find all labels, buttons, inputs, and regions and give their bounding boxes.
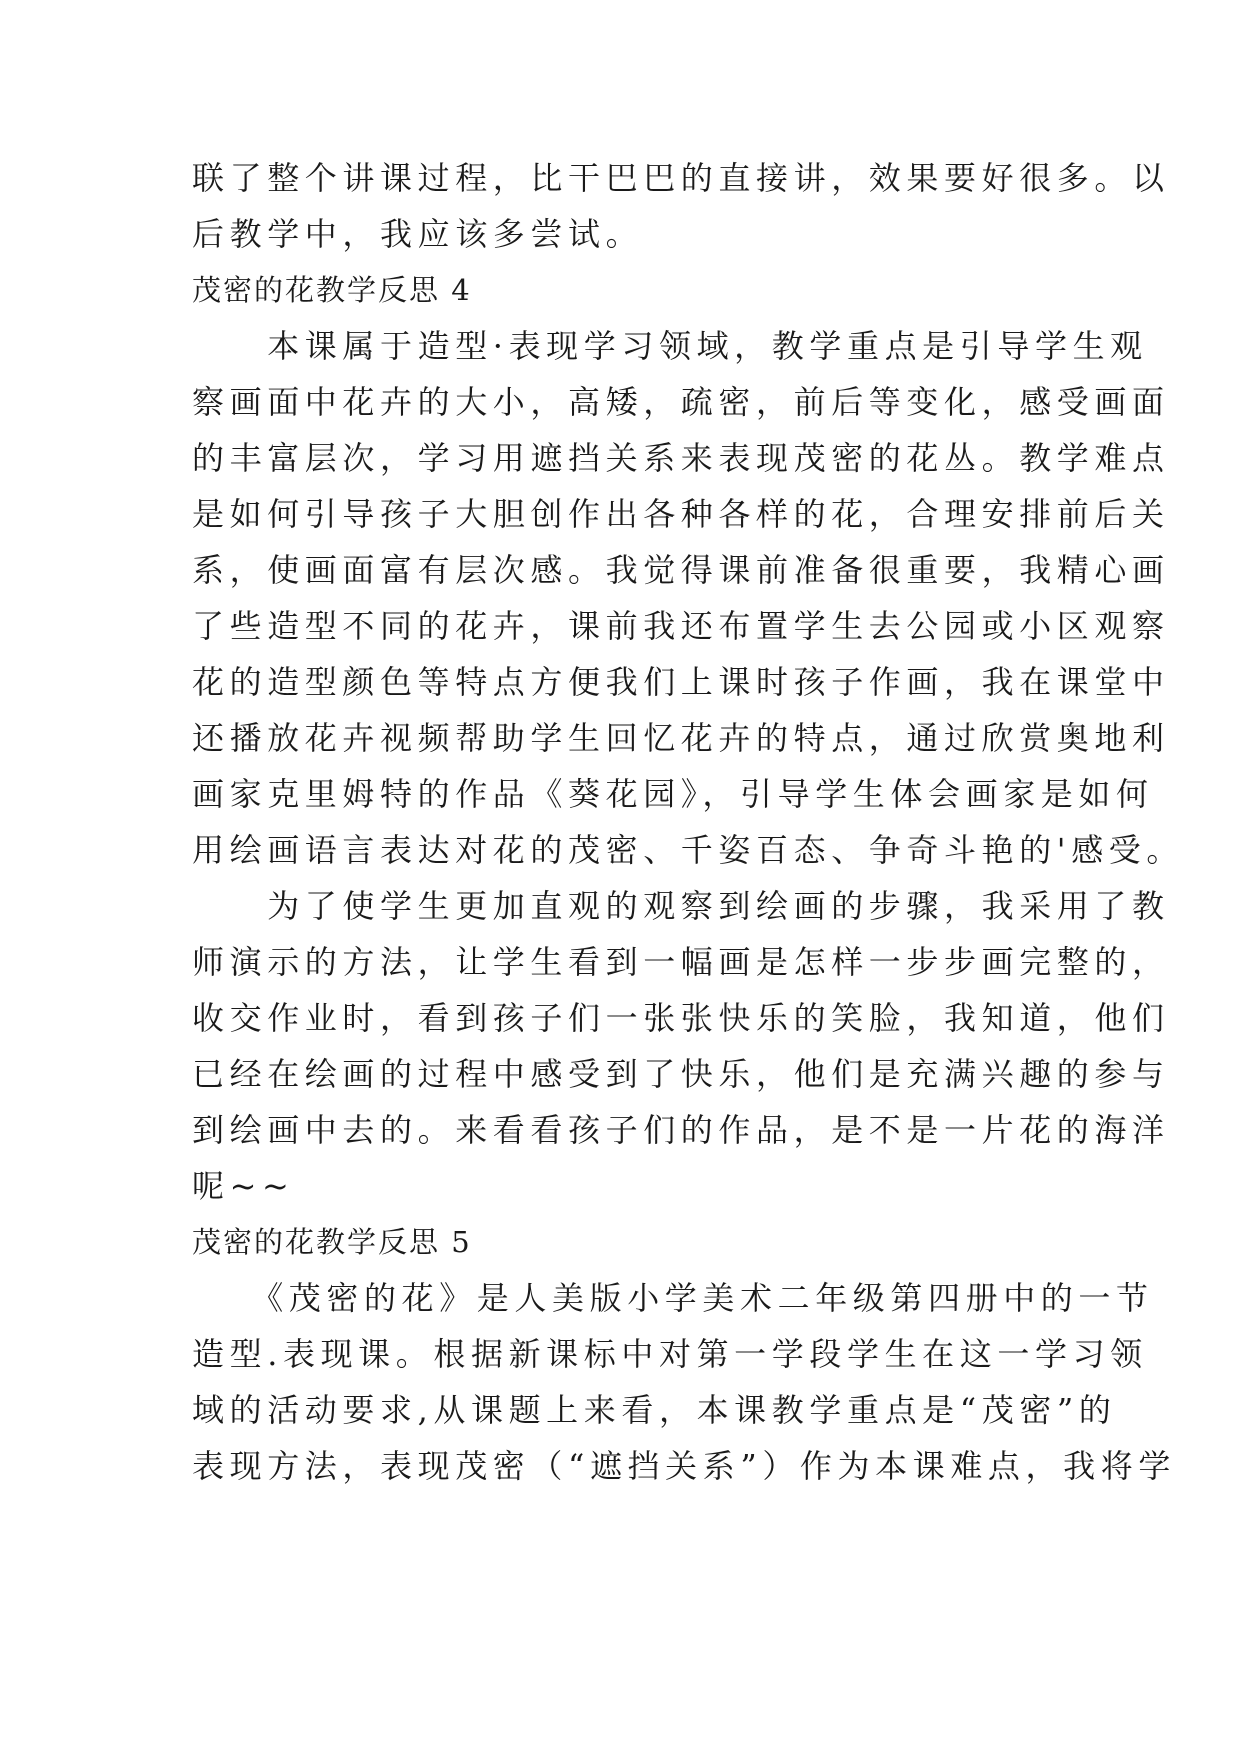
text-line: 表现方法，表现茂密（“遮挡关系”）作为本课难点，我将学 <box>192 1447 1176 1485</box>
text-line: 察画面中花卉的大小，高矮，疏密，前后等变化，感受画面 <box>192 383 1170 421</box>
section-heading: 茂密的花教学反思 5 <box>192 1225 472 1259</box>
text-line: 花的造型颜色等特点方便我们上课时孩子作画，我在课堂中 <box>192 663 1170 701</box>
text-line: 用绘画语言表达对花的茂密、千姿百态、争奇斗艳的'感受。 <box>192 831 1184 869</box>
text-line: 收交作业时，看到孩子们一张张快乐的笑脸，我知道，他们 <box>192 999 1170 1037</box>
text-line: 造型.表现课。根据新课标中对第一学段学生在这一学习领 <box>192 1335 1148 1373</box>
text-line: 是如何引导孩子大胆创作出各种各样的花，合理安排前后关 <box>192 495 1170 533</box>
text-line: 师演示的方法，让学生看到一幅画是怎样一步步画完整的， <box>192 943 1170 981</box>
text-line: 呢~~ <box>192 1167 295 1205</box>
text-line: 《茂密的花》是人美版小学美术二年级第四册中的一节 <box>192 1279 1154 1317</box>
text-line: 系，使画面富有层次感。我觉得课前准备很重要，我精心画 <box>192 551 1170 589</box>
text-line: 画家克里姆特的作品《葵花园》，引导学生体会画家是如何 <box>192 775 1154 813</box>
text-line: 的丰富层次，学习用遮挡关系来表现茂密的花丛。教学难点 <box>192 439 1170 477</box>
text-line: 为了使学生更加直观的观察到绘画的步骤，我采用了教 <box>192 887 1170 925</box>
text-line: 还播放花卉视频帮助学生回忆花卉的特点，通过欣赏奥地利 <box>192 719 1170 757</box>
document-body <box>192 150 1184 1494</box>
text-line: 了些造型不同的花卉，课前我还布置学生去公园或小区观察 <box>192 607 1170 645</box>
section-heading: 茂密的花教学反思 4 <box>192 273 472 307</box>
text-line: 后教学中，我应该多尝试。 <box>192 215 644 253</box>
text-line: 到绘画中去的。来看看孩子们的作品，是不是一片花的海洋 <box>192 1111 1170 1149</box>
text-line: 本课属于造型·表现学习领域，教学重点是引导学生观 <box>192 327 1148 365</box>
text-line: 域的活动要求,从课题上来看，本课教学重点是“茂密”的 <box>192 1391 1117 1429</box>
text-line: 联了整个讲课过程，比干巴巴的直接讲，效果要好很多。以 <box>192 159 1170 197</box>
text-line: 已经在绘画的过程中感受到了快乐，他们是充满兴趣的参与 <box>192 1055 1170 1093</box>
